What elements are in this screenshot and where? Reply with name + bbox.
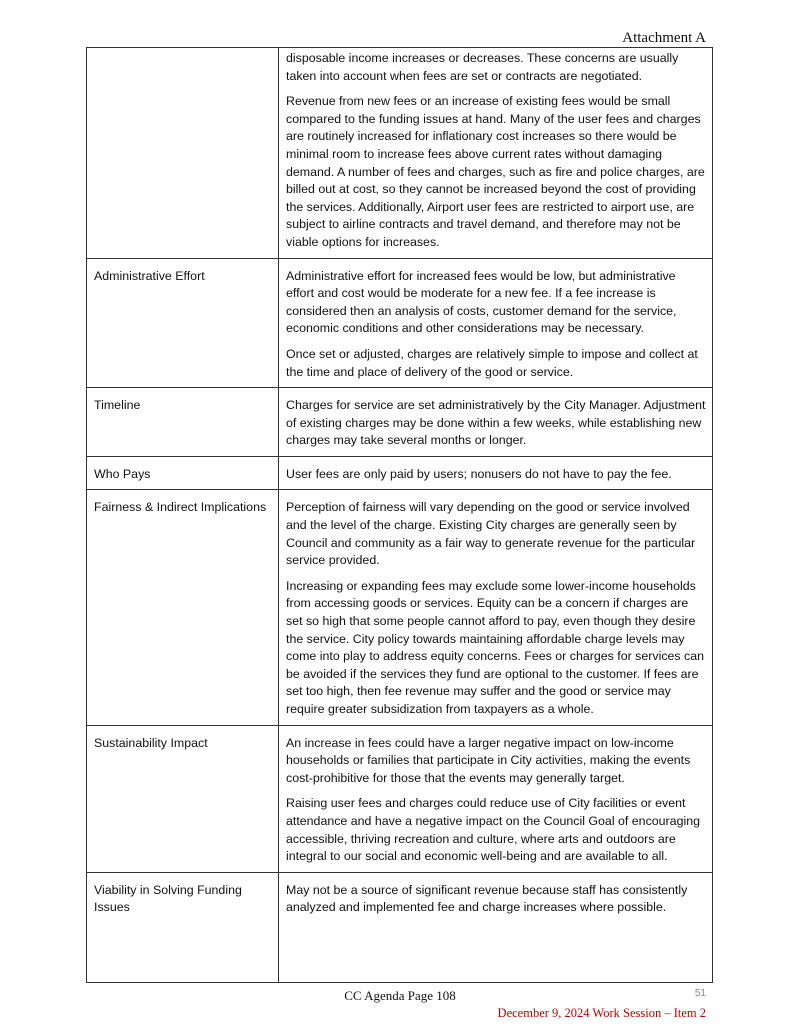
table-row <box>87 456 713 490</box>
paragraph: Once set or adjusted, charges are relatively simple to impose and collect at the time and place of delivery of the good or service. <box>286 346 698 379</box>
row-content <box>279 388 713 457</box>
table-row <box>87 872 713 982</box>
table-row <box>87 388 713 457</box>
row-label: Who Pays <box>87 456 279 490</box>
row-label <box>87 48 279 259</box>
table-row <box>87 258 713 388</box>
paragraph: Raising user fees and charges could reduce use of City facilities or event attendance and have a negative impact on the Council Goal of encouraging accessible, thriving recreation and culture, where arts and outdoors are integral to our social and economic well-being and are available to all. <box>286 796 700 864</box>
paragraph: Perception of fairness will vary depending on the good or service involved and the level of the charge. Existing City charges are generally seen by Council and community as a fair way to generate revenue for the particular service provided. <box>286 500 696 568</box>
agenda-page: CC Agenda Page 108 <box>344 988 456 1003</box>
page-number: 51 <box>694 988 706 999</box>
attachment-label: Attachment A <box>622 30 706 46</box>
row-content <box>279 258 713 388</box>
paragraph: User fees are only paid by users; nonusers do not have to pay the fee. <box>286 466 672 481</box>
paragraph: Charges for service are set administratively by the City Manager. Adjustment of existing charges may be done within a few weeks, while establishing new charges may take several months or longer. <box>286 398 706 448</box>
row-label: Viability in Solving Funding Issues <box>87 872 279 982</box>
row-content <box>279 456 713 490</box>
table-row <box>87 48 713 259</box>
row-content <box>279 872 713 982</box>
evaluation-table <box>86 47 713 983</box>
paragraph: May not be a source of significant revenue because staff has consistently analyzed and implemented fee and charge increases where possible. <box>286 882 688 915</box>
row-content <box>279 48 713 259</box>
row-label: Administrative Effort <box>87 258 279 388</box>
paragraph: Administrative effort for increased fees would be low, but administrative effort and cost would be moderate for a new fee. If a fee increase is considered then an analysis of costs, customer demand for the service, economic conditions and other considerations may be necessary. <box>286 268 677 336</box>
row-label: Timeline <box>87 388 279 457</box>
row-content <box>279 725 713 872</box>
table-row <box>87 725 713 872</box>
paragraph: Increasing or expanding fees may exclude some lower-income households from accessing goods or services. Equity can be a concern if charges are set so high that some people cannot afford to pay, even though they desire the service. City policy towards maintaining affordable charge levels may come into play to address equity concerns. Fees or charges for services can be avoided if the services they fund are optional to the customer. If fees are set too high, then fee revenue may suffer and the good or service may require greater subsidization from taxpayers as a whole. <box>286 578 705 716</box>
paragraph: An increase in fees could have a larger negative impact on low-income households or families that participate in City activities, making the events cost-prohibitive for those that the events may generally target. <box>286 735 691 785</box>
table-row <box>87 490 713 725</box>
row-content <box>279 490 713 725</box>
row-label: Fairness & Indirect Implications <box>87 490 279 725</box>
row-label: Sustainability Impact <box>87 725 279 872</box>
paragraph: disposable income increases or decreases. These concerns are usually taken into account when fees are set or contracts are negotiated. <box>286 51 679 83</box>
work-session-label: December 9, 2024 Work Session – Item 2 <box>497 1006 706 1020</box>
paragraph: Revenue from new fees or an increase of existing fees would be small compared to the funding issues at hand. Many of the user fees and charges are routinely increased for inflationary cost increases so there would be minimal room to increase fees above current rates without damaging demand. A number of fees and charges, such as fire and police charges, are billed out at cost, so they cannot be increased beyond the cost of providing the services. Additionally, Airport user fees are restricted to airport use, are subject to airline contracts and travel demand, and therefore may not be viable options for increases. <box>286 94 705 249</box>
